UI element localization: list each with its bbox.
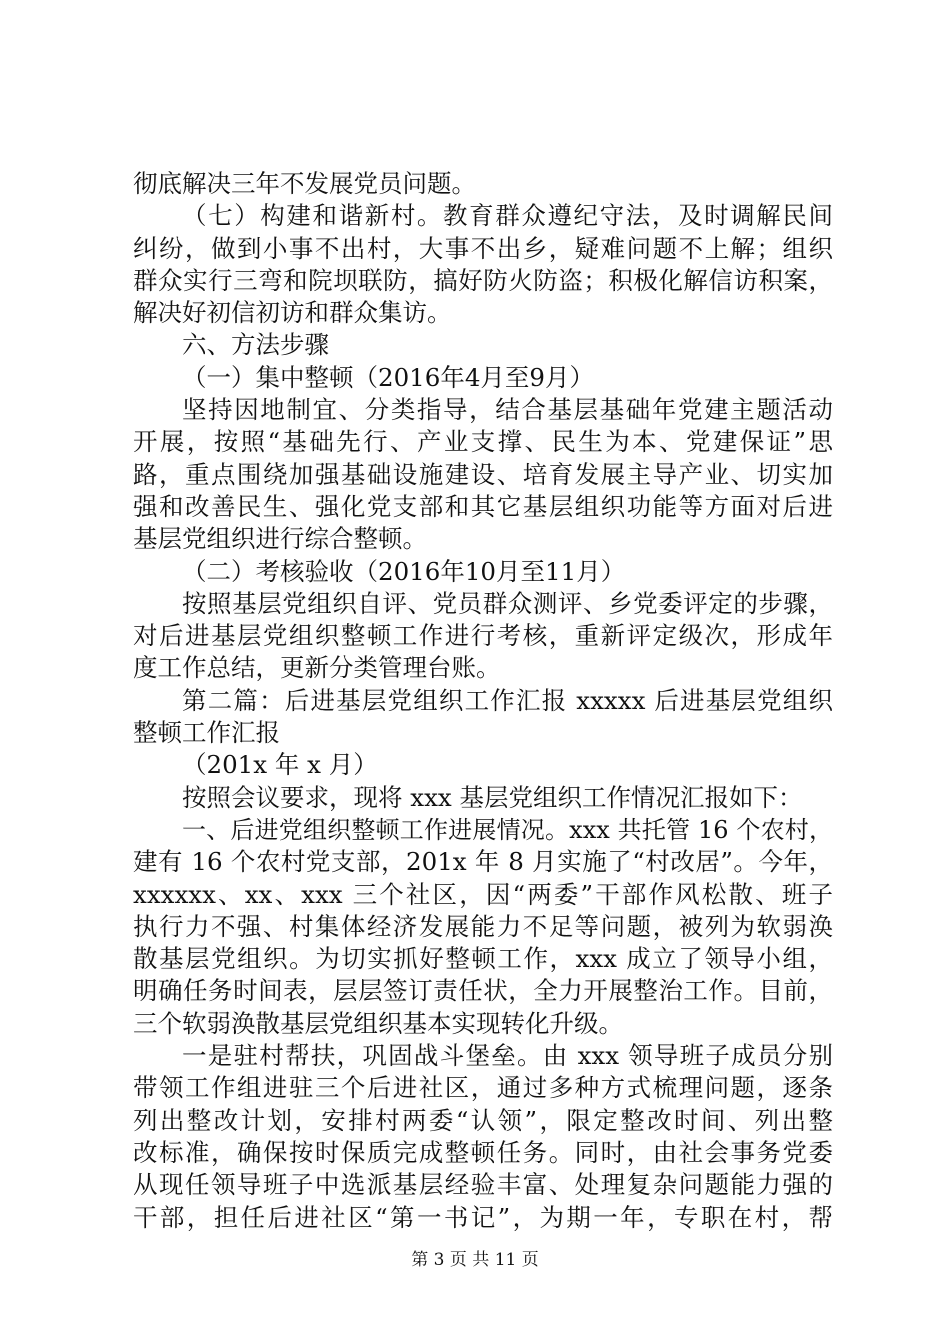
text-line: 群众实行三弯和院坝联防，搞好防火防盗；积极化解信访积案， [133,265,833,295]
text-line: （二）考核验收（2016年10月至11月） [182,556,626,586]
text-line: （一）集中整顿（2016年4月至9月） [182,362,595,392]
text-line: 三个软弱涣散基层党组织基本实现转化升级。 [133,1008,623,1038]
text-line: 六、方法步骤 [182,330,329,360]
text-line: 度工作总结，更新分类管理台账。 [133,653,501,683]
text-line: （201x 年 x 月） [182,750,378,780]
text-line: 明确任务时间表，层层签订责任状，全力开展整治工作。目前， [133,976,833,1006]
text-line: 彻底解决三年不发展党员问题。 [133,169,476,198]
text-line: 开展，按照“基础先行、产业支撑、民生为本、党建保证”思 [133,427,833,457]
text-line: 散基层党组织。为切实抓好整顿工作，xxx 成立了领导小组， [133,944,833,974]
text-line: 按照会议要求，现将 xxx 基层党组织工作情况汇报如下： [182,782,803,812]
text-line: 纠纷，做到小事不出村，大事不出乡，疑难问题不上解；组织 [133,233,833,263]
text-line: 按照基层党组织自评、党员群众测评、乡党委评定的步骤， [182,588,833,618]
text-line: 带领工作组进驻三个后进社区，通过多种方式梳理问题，逐条 [133,1073,833,1103]
text-line: 一是驻村帮扶，巩固战斗堡垒。由 xxx 领导班子成员分别 [182,1041,833,1071]
text-line: 解决好初信初访和群众集访。 [133,298,452,328]
text-line: 一、后进党组织整顿工作进展情况。xxx 共托管 16 个农村， [182,815,833,844]
text-line: 整顿工作汇报 [133,718,280,748]
text-line: 路，重点围绕加强基础设施建设、培育发展主导产业、切实加 [133,459,833,489]
text-line: 建有 16 个农村党支部，201x 年 8 月实施了“村改居”。今年， [133,847,833,877]
page-footer: 第 3 页 共 11 页 [411,1250,539,1270]
text-line: 对后进基层党组织整顿工作进行考核，重新评定级次，形成年 [133,621,833,651]
text-line: 强和改善民生、强化党支部和其它基层组织功能等方面对后进 [133,491,833,521]
text-line: 执行力不强、村集体经济发展能力不足等问题，被列为软弱涣 [133,911,833,941]
text-line: 第二篇：后进基层党组织工作汇报 xxxxx 后进基层党组织 [182,685,833,715]
text-line: 基层党组织进行综合整顿。 [133,524,427,554]
text-line: 从现任领导班子中选派基层经验丰富、处理复杂问题能力强的 [133,1170,833,1200]
text-line: （七）构建和谐新村。教育群众遵纪守法，及时调解民间 [182,201,833,231]
text-line: xxxxxx、xx、xxx 三个社区，因“两委”干部作风松散、班子 [133,879,833,909]
text-line: 干部，担任后进社区“第一书记”，为期一年，专职在村，帮 [133,1202,833,1232]
text-line: 改标准，确保按时保质完成整顿任务。同时，由社会事务党委 [133,1137,833,1167]
document-body [133,168,833,1234]
text-line: 坚持因地制宜、分类指导，结合基层基础年党建主题活动 [182,395,833,425]
text-line: 列出整改计划，安排村两委“认领”，限定整改时间、列出整 [133,1105,833,1135]
